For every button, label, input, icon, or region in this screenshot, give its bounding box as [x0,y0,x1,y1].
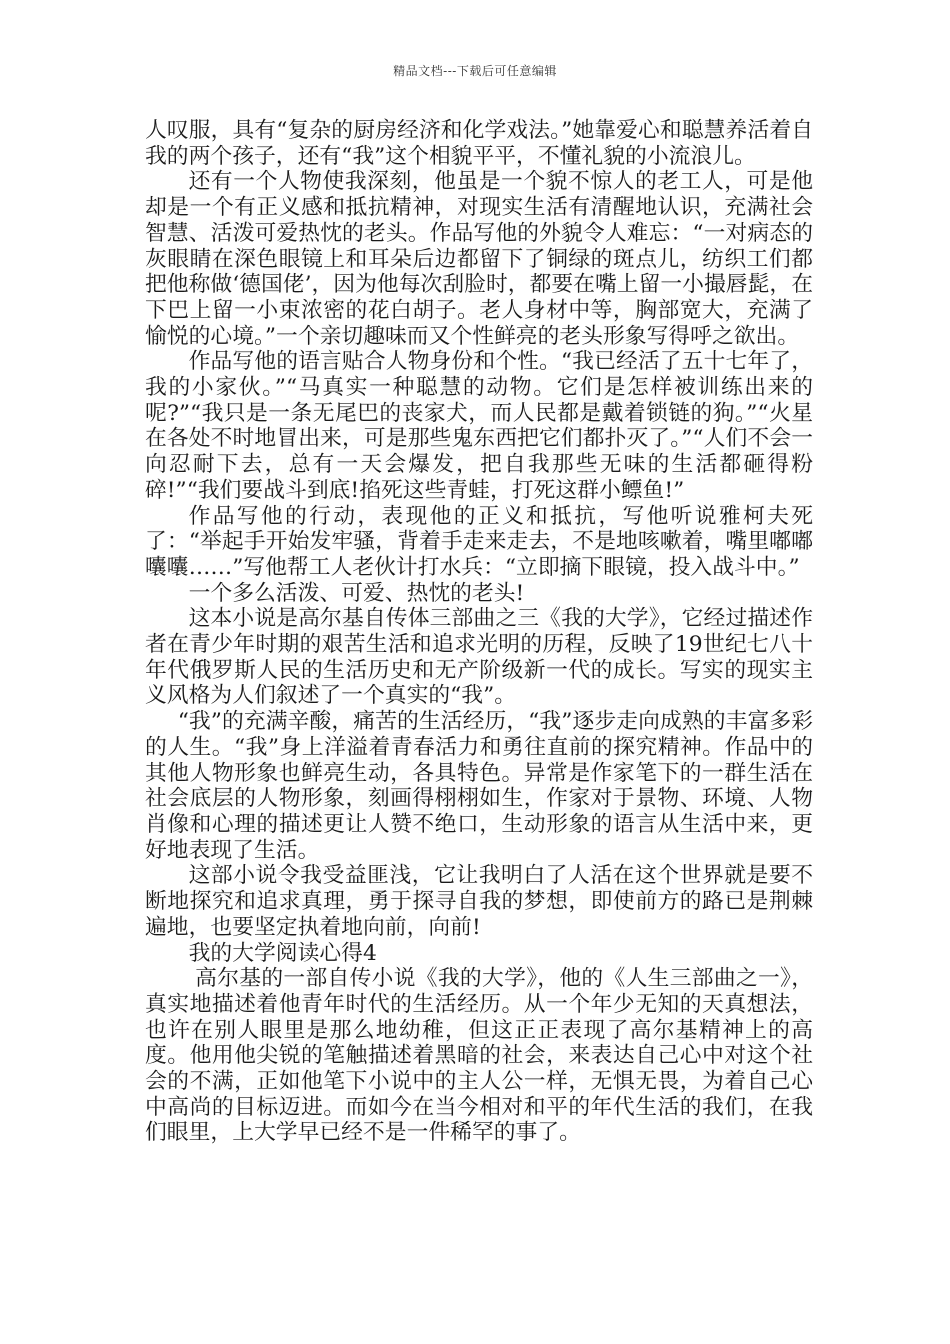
document-body [145,118,813,1146]
paragraph: 作品写他的语言贴合人物身份和个性。“我已经活了五十七年了，我的小家伙。”“马真实一种聪慧的动物。它们是怎样被训练出来的呢?”“我只是一条无尾巴的丧家犬，而人民都是戴着锁链的狗。”“火星在各处不时地冒出来，可是那些鬼东西把它们都扑灭了。”“人们不会一向忍耐下去，总有一天会爆发，把自我那些无味的生活都砸得粉碎!”“我们要战斗到底!掐死这些青蛙，打死这群小鳔鱼!” [145,349,813,503]
paragraph: 作品写他的行动，表现他的正义和抵抗，写他听说雅柯夫死了：“举起手开始发牢骚，背着手走来走去，不是地咳嗽着，嘴里嘟嘟囔囔……”写他帮工人老伙计打水兵：“立即摘下眼镜，投入战斗中。” [145,503,813,580]
paragraph: 人叹服，具有“复杂的厨房经济和化学戏法。”她靠爱心和聪慧养活着自我的两个孩子，还有“我”这个相貌平平，不懂礼貌的小流浪儿。 [145,118,813,169]
paragraph: 一个多么活泼、可爱、热忱的老头! [188,580,525,606]
paragraph: 这部小说令我受益匪浅，它让我明白了人活在这个世界就是要不断地探究和追求真理，勇于探寻自我的梦想，即使前方的路已是荆棘遍地，也要坚定执着地向前，向前! [145,863,813,940]
paragraph: 还有一个人物使我深刻，他虽是一个貌不惊人的老工人，可是他却是一个有正义感和抵抗精神，对现实生活有清醒地认识，充满社会智慧、活泼可爱热忱的老头。作品写他的外貌令人难忘：“一对病态的灰眼睛在深色眼镜上和耳朵后边都留下了铜绿的斑点儿，纺织工们都把他称做‘德国佬’，因为他每次刮脸时，都要在嘴上留一小撮唇髭，在下巴上留一小束浓密的花白胡子。老人身材中等，胸部宽大，充满了愉悦的心境。”一个亲切趣味而又个性鲜亮的老头形象写得呼之欲出。 [145,169,813,349]
paragraph: “我”的充满辛酸，痛苦的生活经历，“我”逐步走向成熟的丰富多彩的人生。“我”身上洋溢着青春活力和勇往直前的探究精神。作品中的其他人物形象也鲜亮生动，各具特色。异常是作家笔下的一群生活在社会底层的人物形象，刻画得栩栩如生，作家对于景物、环境、人物肖像和心理的描述更让人赞不绝口，生动形象的语言从生活中来，更好地表现了生活。 [145,709,813,863]
section-title: 我的大学阅读心得4 [188,940,377,966]
paragraph: 这本小说是高尔基自传体三部曲之三《我的大学》，它经过描述作者在青少年时期的艰苦生活和追求光明的历程，反映了19世纪七八十年代俄罗斯人民的生活历史和无产阶级新一代的成长。写实的现实主义风格为人们叙述了一个真实的“我”。 [145,606,813,709]
page-header: 精品文档---下载后可任意编辑 [393,64,557,78]
paragraph: 高尔基的一部自传小说《我的大学》，他的《人生三部曲之一》，真实地描述着他青年时代的生活经历。从一个年少无知的天真想法，也许在别人眼里是那么地幼稚，但这正正表现了高尔基精神上的高度。他用他尖锐的笔触描述着黑暗的社会，来表达自己心中对这个社会的不满，正如他笔下小说中的主人公一样，无惧无畏，为着自己心中高尚的目标迈进。而如今在当今相对和平的年代生活的我们，在我们眼里，上大学早已经不是一件稀罕的事了。 [145,966,813,1146]
